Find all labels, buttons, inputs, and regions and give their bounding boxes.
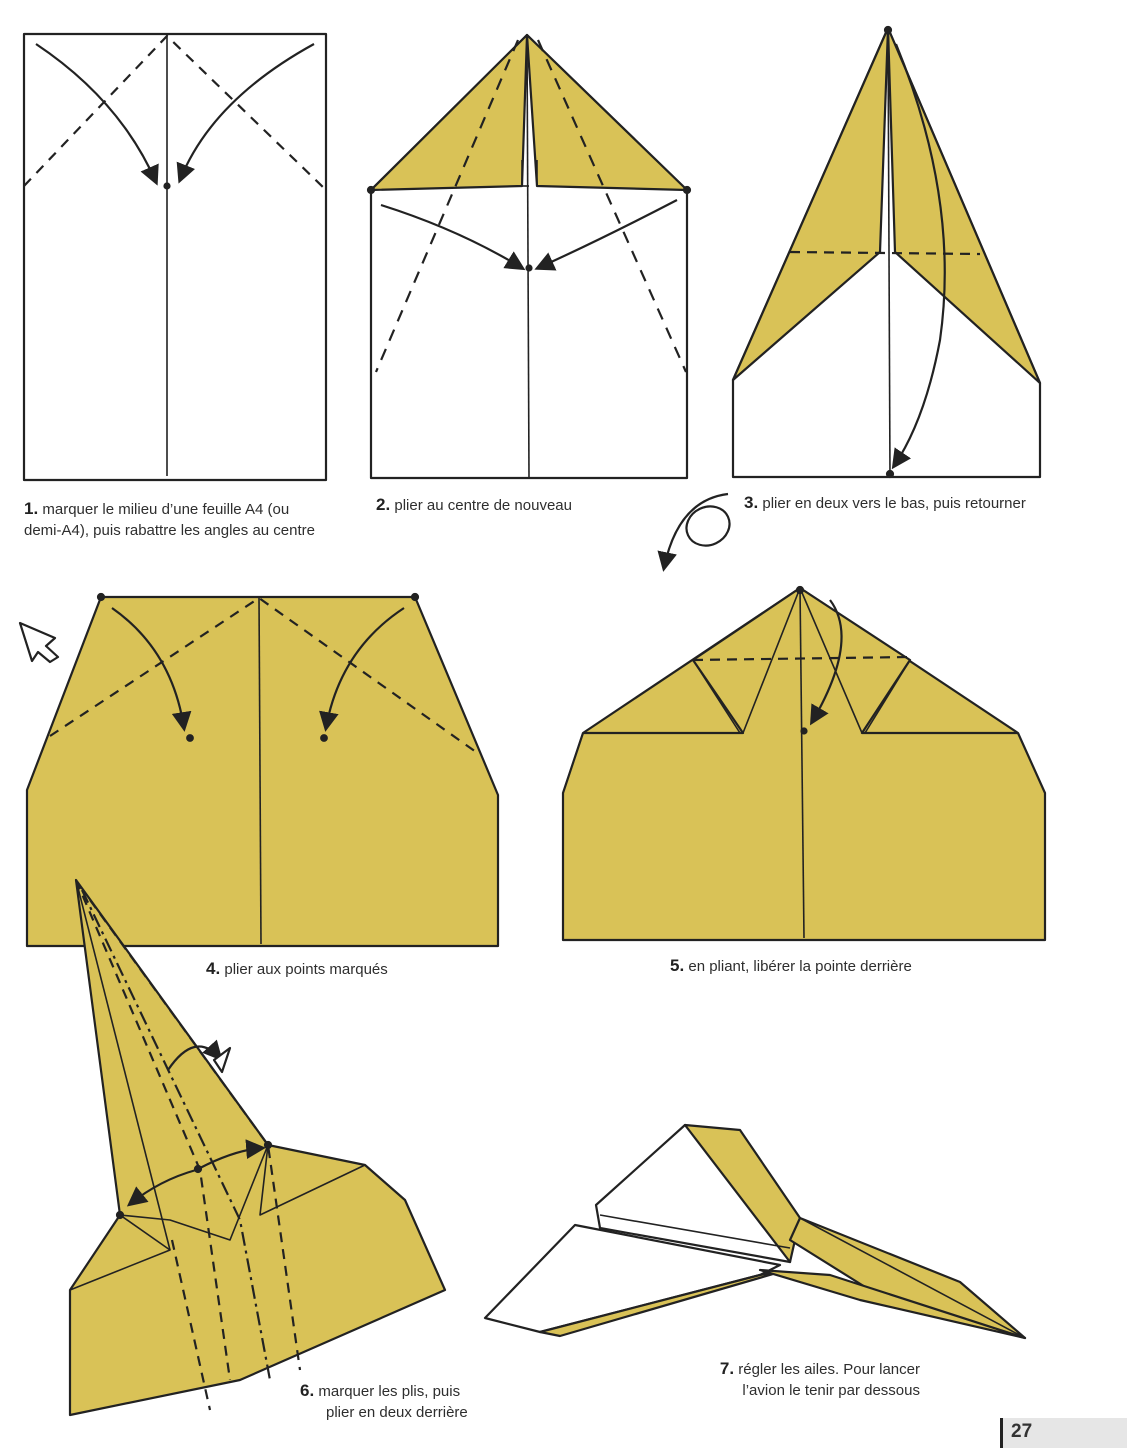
step-number: 5.: [670, 956, 685, 975]
step-2-diagram: [368, 35, 690, 478]
step-text: marquer les plis, puis: [318, 1383, 461, 1400]
step-number: 7.: [719, 1359, 735, 1378]
step-number: 4.: [206, 959, 221, 978]
step-6-caption: [300, 1380, 520, 1423]
step-4-caption: [206, 958, 506, 980]
step-text-line-2: plier en deux derrière: [326, 1404, 468, 1421]
step-5-caption: [670, 955, 990, 977]
step-text: plier en deux vers le bas, puis retourner: [762, 495, 1026, 512]
step-3-caption: [744, 492, 1074, 514]
step-text: plier au centre de nouveau: [394, 497, 572, 514]
step-2-caption: [376, 494, 676, 516]
step-5-diagram: [563, 587, 1045, 940]
step-3-diagram: [733, 27, 1040, 477]
step-1-caption: [24, 498, 324, 541]
page-number: 27: [1000, 1418, 1127, 1448]
step-7-diagram: [485, 1125, 1025, 1338]
step-text: régler les ailes. Pour lancer: [738, 1361, 920, 1378]
step-1-diagram: [24, 34, 326, 480]
look-here-arrow-icon: [20, 623, 58, 662]
step-text: plier aux points marqués: [224, 961, 388, 978]
step-number: 3.: [744, 493, 759, 512]
step-7-caption: [670, 1358, 920, 1401]
step-number: 6.: [300, 1381, 315, 1400]
step-number: 2.: [376, 495, 391, 514]
step-number: 1.: [24, 499, 39, 518]
step-text-line-2: l’avion le tenir par dessous: [742, 1382, 920, 1399]
step-4-diagram: [27, 594, 498, 946]
step-text: en pliant, libérer la pointe derrière: [688, 958, 912, 975]
step-text: marquer le milieu d’une feuille A4 (ou demi-A4), puis rabattre les angles au centre: [24, 501, 315, 539]
